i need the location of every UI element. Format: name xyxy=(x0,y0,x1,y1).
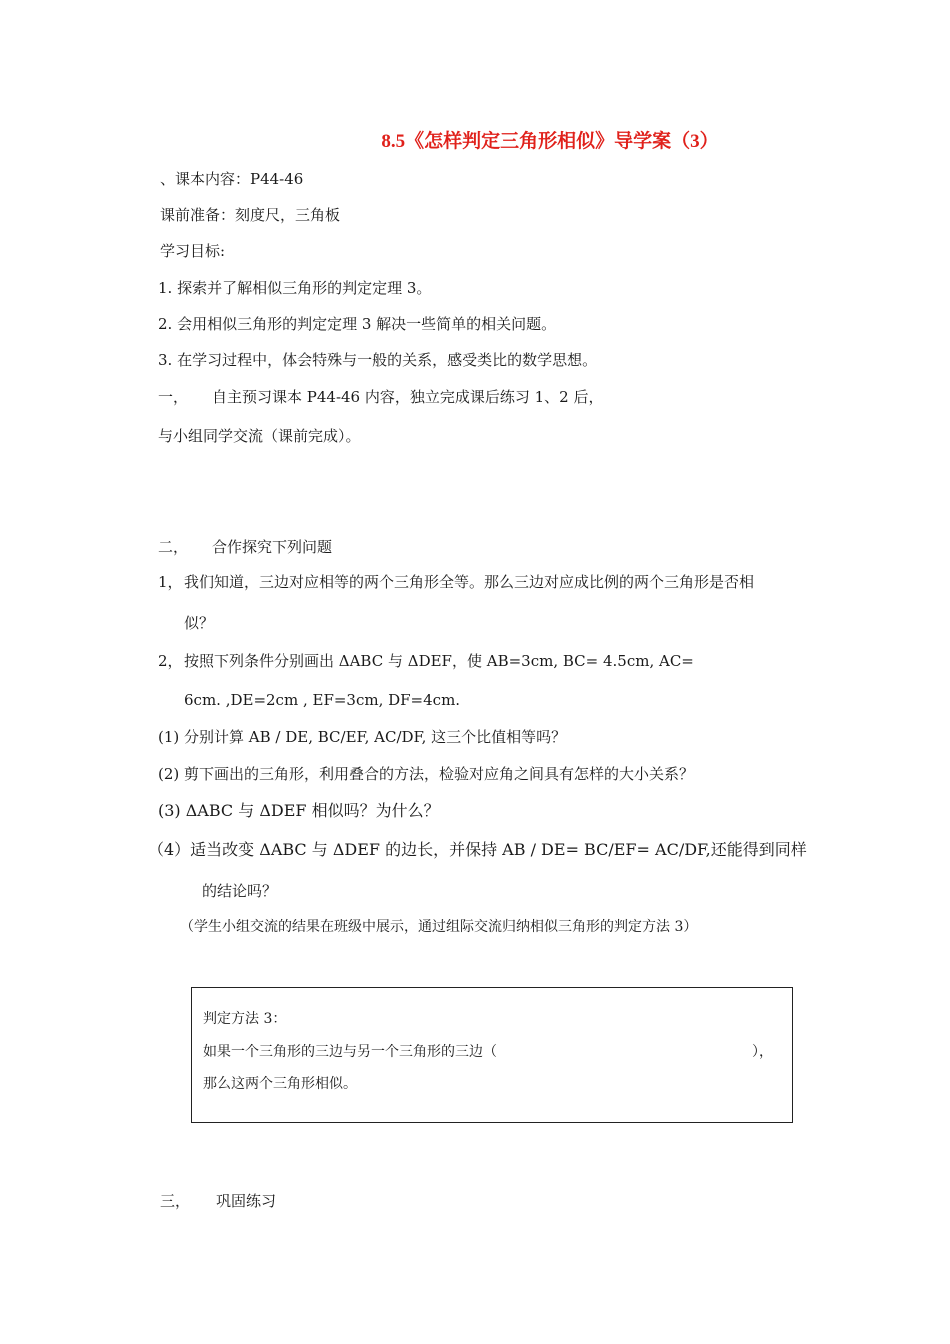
sub-question-4: （4）适当改变 ΔABC 与 ΔDEF 的边长，并保持 AB / DE= BC/EF= AC/DF,还能得到同样 xyxy=(148,840,807,859)
section-1-continuation: 与小组同学交流（课前完成）。 xyxy=(158,427,361,445)
section-3-text: 巩固练习 xyxy=(216,1192,277,1210)
question-1-number: 1， xyxy=(158,573,183,591)
method-3-heading: 判定方法 3： xyxy=(203,1011,287,1027)
method-3-box xyxy=(191,987,793,1123)
sub-question-3: (3) ΔABC 与 ΔDEF 相似吗？为什么？ xyxy=(158,801,440,820)
question-2-number: 2， xyxy=(158,652,183,670)
textbook-content: 、课本内容：P44-46 xyxy=(160,170,304,188)
question-2-continuation: 6cm. ,DE=2cm , EF=3cm, DF=4cm. xyxy=(184,691,461,709)
goal-2: 2. 会用相似三角形的判定定理 3 解决一些简单的相关问题。 xyxy=(158,315,557,333)
sub-question-2: (2) 剪下画出的三角形，利用叠合的方法，检验对应角之间具有怎样的大小关系？ xyxy=(158,765,695,783)
goal-1: 1. 探索并了解相似三角形的判定定理 3。 xyxy=(158,279,432,297)
section-3-number: 三， xyxy=(160,1192,191,1210)
page-title: 8.5《怎样判定三角形相似》导学案（3） xyxy=(381,131,719,152)
method-3-conclusion: 那么这两个三角形相似。 xyxy=(203,1076,357,1092)
question-2-text: 按照下列条件分别画出 ΔABC 与 ΔDEF，使 AB=3cm, BC= 4.5cm, AC= xyxy=(184,652,694,670)
sub-question-1: (1) 分别计算 AB / DE, BC/EF, AC/DF, 这三个比值相等吗？ xyxy=(158,728,567,746)
question-1-text: 我们知道，三边对应相等的两个三角形全等。那么三边对应成比例的两个三角形是否相 xyxy=(184,573,755,591)
sub-question-4-continuation: 的结论吗？ xyxy=(202,882,278,900)
section-1-text: 自主预习课本 P44-46 内容，独立完成课后练习 1、2 后， xyxy=(212,388,604,406)
method-3-condition: 如果一个三角形的三边与另一个三角形的三边（ xyxy=(203,1044,497,1060)
method-3-condition-end: ）， xyxy=(752,1044,773,1060)
goal-3: 3. 在学习过程中，体会特殊与一般的关系，感受类比的数学思想。 xyxy=(158,351,598,369)
class-preparation: 课前准备：刻度尺，三角板 xyxy=(160,206,341,224)
section-1-number: 一， xyxy=(158,388,189,406)
section-2-text: 合作探究下列问题 xyxy=(212,538,333,556)
goals-heading: 学习目标: xyxy=(160,242,226,260)
section-2-number: 二， xyxy=(158,538,189,556)
group-note: （学生小组交流的结果在班级中展示，通过组际交流归纳相似三角形的判定方法 3） xyxy=(180,919,698,935)
question-1-continuation: 似？ xyxy=(184,614,215,632)
